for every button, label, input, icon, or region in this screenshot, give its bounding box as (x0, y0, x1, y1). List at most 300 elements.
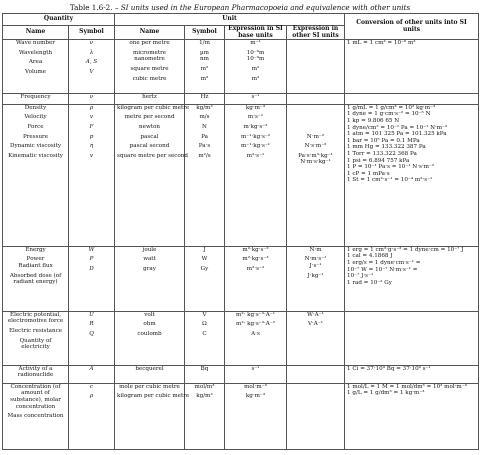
expression-si (227, 134, 284, 141)
quantity-name (5, 413, 66, 420)
cell-text: micrometre (132, 49, 167, 56)
unit-symbol-cell (185, 383, 225, 449)
header-expression-other: Expression in other SI units (287, 26, 345, 40)
cell-text: m²·kg·s⁻² (242, 246, 269, 253)
quantity-symbol (71, 153, 112, 160)
quantity-name (5, 328, 66, 335)
expression-si (227, 384, 284, 391)
cell-text: η (89, 143, 94, 150)
cell-text: Wavelength (18, 49, 53, 56)
cell-text: Power (26, 256, 45, 263)
unit-symbol (187, 76, 222, 83)
cell-text: A·s (251, 330, 260, 337)
quantity-symbol (71, 247, 112, 254)
cell-text: kg/m³ (196, 104, 213, 111)
unit-name (117, 143, 182, 150)
cell-text (289, 384, 342, 391)
cell-text: Electric resistance (8, 327, 63, 334)
cell-text: V (202, 311, 207, 318)
header-unit-name: Name (115, 26, 185, 40)
unit-symbol (187, 153, 222, 160)
expression-other-cell (287, 311, 345, 365)
cell-text: m² (251, 65, 260, 72)
cell-text: R (89, 321, 94, 328)
cell-text: P (89, 256, 94, 263)
cell-text: becquerel (135, 365, 164, 372)
quantity-symbol (71, 40, 112, 47)
cell-text: Volume (25, 68, 46, 75)
unit-name (117, 152, 188, 160)
unit-symbol-cell (185, 311, 225, 365)
cell-text: m³ (251, 75, 260, 82)
quantity-symbol-cell (69, 104, 115, 246)
conversion-cell (345, 365, 479, 383)
unit-symbol (187, 384, 222, 391)
quantity-name (5, 273, 66, 286)
cell-text: kg/m³ (196, 393, 213, 400)
expression-si (227, 366, 284, 373)
cell-text: V (89, 68, 94, 75)
cell-text: C (202, 330, 207, 337)
unit-name-cell (115, 40, 185, 94)
quantity-symbol (71, 124, 112, 131)
cell-text: N (202, 123, 207, 130)
expression-si (227, 66, 284, 73)
expression-si (227, 266, 284, 273)
cell-text: Frequency (20, 94, 51, 101)
conversion-line: 1 cal = 4.1868 J (347, 253, 393, 260)
cell-text: Hz (200, 94, 209, 101)
cell-text: W (201, 256, 208, 263)
cell-text: Density (24, 104, 47, 111)
cell-text: nanometre (134, 56, 165, 63)
cell-text: N·m·s⁻¹ (304, 256, 327, 263)
unit-symbol-cell (185, 94, 225, 105)
cell-text: m⁻¹·kg·s⁻¹ (240, 143, 271, 150)
cell-text: Activity of a radionuclide (17, 365, 54, 379)
quantity-symbol-cell (69, 94, 115, 105)
unit-symbol (187, 393, 222, 400)
cell-text: 10⁻⁹m (246, 56, 265, 63)
unit-symbol (187, 40, 222, 47)
conversion-line: 1 cP = 1 mPa·s (347, 170, 390, 177)
unit-name (117, 384, 182, 391)
expression-other (289, 59, 342, 66)
header-quantity-name: Name (3, 26, 69, 40)
header-unit-symbol: Symbol (185, 26, 225, 40)
cell-text: square metre per second (117, 152, 188, 159)
conversion-line: 1 mol/L = 1 M = 1 mol/dm³ = 10³ mol·m⁻³ (347, 383, 467, 390)
header-conversion: Conversion of other units into SI units (345, 14, 479, 40)
table-caption (0, 0, 480, 13)
cell-text: square metre (130, 65, 169, 72)
unit-symbol (187, 50, 222, 63)
expression-other (289, 40, 342, 47)
cell-text: mol/m³ (194, 383, 215, 390)
conversion-line: 1 psi = 6.894 757 kPa (347, 157, 410, 164)
table-row (3, 104, 479, 246)
expression-other (289, 105, 342, 112)
quantity-symbol-cell (69, 365, 115, 383)
cell-text: pascal (140, 133, 159, 140)
quantity-name (5, 153, 66, 160)
table-row (3, 311, 479, 365)
conversion-line: 1 g/L = 1 g/dm³ = 1 kg·m⁻³ (347, 390, 425, 397)
table-row (3, 94, 479, 105)
expression-si-cell (225, 311, 287, 365)
conversion-cell (345, 246, 479, 311)
caption-text: – SI units used in the European Pharmacopoeia and equivalence with other units (112, 3, 411, 12)
expression-other (289, 384, 342, 391)
expression-si (227, 393, 284, 400)
quantity-name (5, 59, 66, 66)
cell-text (289, 366, 342, 373)
expression-si (227, 247, 284, 254)
cell-text: s⁻¹ (251, 365, 260, 372)
unit-symbol (187, 134, 222, 141)
cell-text: J·s⁻¹ (309, 262, 322, 269)
unit-name (117, 66, 182, 73)
quantity-symbol-cell (69, 383, 115, 449)
unit-name-cell (115, 246, 185, 311)
expression-other (289, 69, 342, 76)
cell-text (289, 105, 342, 112)
cell-text: Pressure (22, 133, 49, 140)
caption-prefix: Table 1.6-2. (69, 3, 113, 12)
cell-text: ρ (89, 104, 94, 111)
cell-text: Wave number (16, 40, 55, 47)
cell-text (289, 393, 342, 400)
unit-symbol (187, 247, 222, 254)
table-row (3, 383, 479, 449)
cell-text: A (89, 365, 94, 372)
cell-text: newton (139, 123, 160, 130)
table-row (3, 365, 479, 383)
cell-text: pascal second (129, 143, 170, 150)
unit-name (117, 40, 182, 47)
cell-text (289, 59, 342, 66)
cell-text: m/s (199, 114, 210, 121)
cell-text: V·A⁻¹ (307, 321, 324, 328)
cell-text (289, 94, 342, 101)
quantity-name (5, 366, 66, 379)
cell-text: m³ (200, 75, 209, 82)
expression-si-cell (225, 94, 287, 105)
cell-text: Pa·s (198, 143, 211, 150)
quantity-name (5, 134, 66, 141)
cell-text: s⁻¹ (251, 94, 260, 101)
unit-name-cell (115, 94, 185, 105)
cell-text: kg·m⁻³ (245, 393, 266, 400)
cell-text: kilogram per cubic metre (117, 393, 190, 400)
unit-symbol (187, 124, 222, 131)
expression-si-cell (225, 104, 287, 246)
conversion-cell (345, 40, 479, 94)
unit-symbol (187, 105, 222, 112)
quantity-name (5, 143, 66, 150)
unit-name-cell (115, 311, 185, 365)
unit-name (117, 366, 182, 373)
expression-other (289, 273, 342, 280)
cell-text: m²/s (198, 152, 211, 159)
expression-si (227, 331, 284, 338)
cell-text: m·kg·s⁻² (243, 123, 268, 130)
expression-si (227, 50, 284, 63)
quantity-symbol (71, 256, 112, 263)
cell-text: Pa (201, 133, 208, 140)
expression-other (289, 50, 342, 57)
cell-text: ν (89, 94, 94, 101)
expression-other-cell (287, 94, 345, 105)
quantity-name (5, 384, 66, 410)
cell-text: J·kg⁻¹ (307, 272, 324, 279)
cell-text: Concentration (of amount of substance), molar concentration (10, 383, 61, 410)
quantity-name (5, 247, 66, 254)
unit-symbol-cell (185, 365, 225, 383)
cell-text: Force (27, 123, 44, 130)
expression-si (227, 312, 284, 319)
conversion-line: 1 dyne = 1 g·cm·s⁻² = 10⁻⁵ N (347, 111, 431, 118)
cell-text: m²·s⁻¹ (246, 152, 265, 159)
cell-text: p (89, 133, 94, 140)
cell-text: metre per second (124, 114, 175, 121)
expression-other-cell (287, 246, 345, 311)
conversion-line: 1 St = 1 cm²·s⁻¹ = 10⁻⁴ m²·s⁻¹ (347, 177, 433, 184)
quantity-symbol (71, 393, 112, 400)
quantity-name (5, 69, 66, 76)
cell-text: D (89, 265, 94, 272)
cell-text: λ (89, 49, 94, 56)
conversion-cell (345, 311, 479, 365)
cell-text: m⁻¹·kg·s⁻² (240, 133, 271, 140)
cell-text: U (89, 311, 94, 318)
cell-text: v (89, 114, 94, 121)
table-row (3, 40, 479, 94)
expression-si (227, 124, 284, 131)
cell-text: m⁻¹ (250, 40, 261, 47)
quantity-name-cell (3, 94, 69, 105)
expression-si (227, 321, 284, 328)
cell-text: N·s·m⁻² (304, 143, 327, 150)
cell-text: Bq (200, 365, 209, 372)
unit-symbol (187, 143, 222, 150)
expression-si (227, 143, 284, 150)
cell-text: mol·m⁻³ (244, 383, 267, 390)
quantity-symbol (71, 366, 112, 373)
expression-other (289, 393, 342, 400)
quantity-symbol (71, 69, 112, 76)
unit-name (117, 321, 182, 328)
expression-other (289, 312, 342, 319)
expression-other (289, 94, 342, 101)
cell-text: N·m (309, 246, 322, 253)
cell-text: hertz (142, 94, 157, 101)
quantity-symbol-cell (69, 311, 115, 365)
quantity-name (5, 256, 66, 269)
expression-other-cell (287, 383, 345, 449)
header-quantity: Quantity (3, 14, 115, 26)
expression-si-cell (225, 246, 287, 311)
unit-name-cell (115, 365, 185, 383)
conversion-line: 1 bar = 10⁵ Pa = 0.1 MPa (347, 137, 420, 144)
cell-text: gray (143, 265, 156, 272)
expression-other-cell (287, 365, 345, 383)
conversion-line: 1 mm Hg = 133.322 387 Pa (347, 144, 426, 151)
conversion-line: 1 Torr = 133.322 368 Pa (347, 150, 417, 157)
quantity-symbol-cell (69, 40, 115, 94)
unit-symbol (187, 266, 222, 273)
quantity-name-cell (3, 311, 69, 365)
quantity-symbol (71, 94, 112, 101)
header-quantity-symbol: Symbol (69, 26, 115, 40)
expression-other (289, 134, 342, 141)
expression-other (289, 256, 342, 269)
cell-text: m²· kg·s⁻³·A⁻¹ (236, 311, 275, 318)
cell-text (289, 50, 342, 57)
quantity-symbol (71, 321, 112, 328)
cell-text: Velocity (24, 114, 47, 121)
unit-name (117, 134, 182, 141)
cell-text: m²·s⁻² (246, 265, 265, 272)
quantity-name-cell (3, 365, 69, 383)
cell-text: Quantity of electricity (19, 337, 52, 351)
cell-text: Ω (202, 321, 207, 328)
cell-text: 1/m (199, 40, 210, 47)
conversion-line: 1 P = 10⁻¹ Pa·s = 10⁻¹ N·s·m⁻² (347, 164, 435, 171)
cell-text: Dynamic viscosity (10, 143, 61, 150)
unit-name (117, 76, 182, 83)
cell-text: W·A⁻¹ (307, 311, 324, 318)
expression-other-cell (287, 40, 345, 94)
quantity-symbol (71, 331, 112, 338)
expression-si-cell (225, 365, 287, 383)
quantity-name-cell (3, 104, 69, 246)
unit-name (117, 114, 182, 121)
cell-text: volt (144, 311, 155, 318)
cell-text: F (89, 123, 94, 130)
expression-other (289, 153, 342, 166)
cell-text: watt (143, 256, 156, 263)
cell-text: J (203, 246, 206, 253)
quantity-name (5, 124, 66, 131)
cell-text: Mass concentration (7, 413, 64, 420)
table-row (3, 246, 479, 311)
cell-text: Area (28, 59, 43, 66)
expression-si (227, 256, 284, 263)
expression-si (227, 114, 284, 121)
unit-name (117, 124, 182, 131)
cell-text (289, 69, 342, 76)
cell-text: Energy (25, 246, 46, 253)
cell-text (289, 114, 342, 121)
quantity-name (5, 312, 66, 325)
cell-text: ohm (143, 321, 156, 328)
quantity-symbol-cell (69, 246, 115, 311)
cell-text: Pa·s·m³·kg⁻¹ (298, 152, 333, 159)
quantity-symbol (71, 266, 112, 273)
expression-other (289, 247, 342, 254)
cell-text: Gy (200, 265, 209, 272)
quantity-name (5, 338, 66, 351)
cell-text (289, 124, 342, 131)
cell-text: joule (142, 246, 157, 253)
expression-other (289, 124, 342, 131)
unit-symbol-cell (185, 246, 225, 311)
unit-symbol (187, 321, 222, 328)
quantity-symbol (71, 114, 112, 121)
conversion-cell (345, 383, 479, 449)
cell-text: A, S (85, 59, 98, 66)
unit-symbol (187, 366, 222, 373)
unit-symbol (187, 331, 222, 338)
cell-text (289, 40, 342, 47)
conversion-cell (345, 94, 479, 105)
expression-other (289, 114, 342, 121)
quantity-symbol (71, 143, 112, 150)
unit-name (117, 247, 182, 254)
cell-text: ν (89, 40, 94, 47)
cell-text: Electric potential, electromotive force (7, 311, 64, 325)
table-body (3, 40, 479, 450)
cell-text: W (88, 246, 95, 253)
conversion-line: 1 atm = 101 325 Pa = 101.325 kPa (347, 131, 447, 138)
cell-text: one per metre (129, 40, 170, 47)
quantity-symbol (71, 384, 112, 391)
quantity-symbol (71, 50, 112, 57)
header-expression-si: Expression in SI base units (225, 26, 287, 40)
conversion-line: 10⁻⁷ W = 10⁻⁷ N·m·s⁻¹ = (347, 266, 418, 273)
cell-text: Absorbed dose (of radiant energy) (9, 272, 62, 286)
unit-name (117, 94, 182, 101)
header-unit: Unit (115, 14, 345, 26)
expression-si (227, 40, 284, 47)
conversion-line: 1 g/mL = 1 g/cm³ = 10³ kg·m⁻³ (347, 104, 436, 111)
cell-text: kilogram per cubic metre (117, 104, 190, 111)
quantity-name (5, 105, 66, 112)
unit-name (117, 50, 182, 63)
expression-other (289, 331, 342, 338)
conversion-line: 1 rad = 10⁻² Gy (347, 279, 392, 286)
cell-text: m²·kg·s⁻³ (242, 256, 269, 263)
cell-text: µm (200, 49, 209, 56)
cell-text: N·m·s·kg⁻¹ (300, 159, 331, 166)
unit-name-cell (115, 104, 190, 246)
cell-text: mole per cubic metre (119, 383, 180, 390)
si-units-table (2, 13, 479, 450)
unit-symbol (187, 256, 222, 263)
cell-text (289, 331, 342, 338)
expression-si-cell (225, 40, 287, 94)
cell-text: 10⁻⁶m (246, 49, 265, 56)
conversion-line: 1 kp = 9.806 65 N (347, 117, 400, 124)
expression-other (289, 366, 342, 373)
expression-si (227, 105, 284, 112)
quantity-symbol (71, 134, 112, 141)
unit-symbol (187, 312, 222, 319)
cell-text: Q (89, 330, 94, 337)
unit-name-cell (115, 383, 190, 449)
cell-text: kg·m⁻³ (245, 104, 266, 111)
cell-text: m²· kg·s⁻³·A⁻² (236, 321, 275, 328)
unit-symbol-cell (185, 104, 225, 246)
unit-symbol (187, 114, 222, 121)
unit-symbol (187, 66, 222, 73)
cell-text: v (89, 152, 94, 159)
conversion-line: 1 erg/s = 1 dyne·cm·s⁻¹ = (347, 259, 421, 266)
conversion-line: 1 dyne/cm² = 10⁻¹ Pa = 10⁻¹ N·m⁻² (347, 124, 448, 131)
conversion-line: 1 erg = 1 cm²·g·s⁻² = 1 dyne·cm = 10⁻⁷ J (347, 246, 464, 253)
quantity-name-cell (3, 246, 69, 311)
